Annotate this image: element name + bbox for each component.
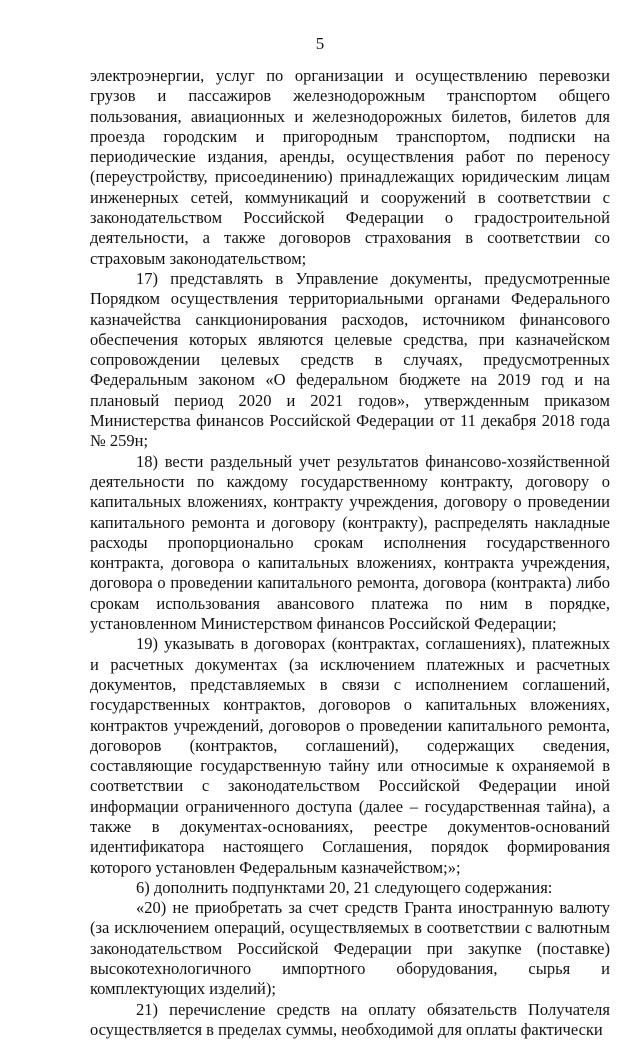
paragraph-continuation: электроэнергии, услуг по организации и осуществлению перевозки грузов и пассажиров железнодорожным транспортом общего пользования, авиационных и железнодорожных билетов, билетов для проезда городским и пригородным транспортом, подписки на периодические издания, аренды, осуществления работ по переносу (переустройству, присоединению) принадлежащих юридическим лицам инженерных сетей, коммуникаций и сооружений в соответствии с законодательством Российской Федерации о градостроительной деятельности, а также договоров страхования в соответствии со страховым законодательством;: [90, 66, 610, 268]
paragraph-amendment-6: 6) дополнить подпунктами 20, 21 следующего содержания:: [136, 877, 553, 897]
paragraph-item-19: 19) указывать в договорах (контрактах, соглашениях), платежных и расчетных документах (за исключением платежных и расчетных документов, представляемых в связи с исполнением соглашений, государственных контрактов, договоров о капитальных вложениях, контрактов учреждений, договоров о проведении капитального ремонта, договоров (контрактов, соглашений), содержащих сведения, составляющие государственную тайну или относимые к охраняемой в соответствии с законодательством Российской Федерации иной информации ограниченного доступа (далее – государственная тайна), а также в документах-основаниях, реестре документов-оснований идентификатора настоящего Соглашения, порядок формирования которого установлен Федеральным казначейством;»;: [90, 634, 610, 877]
page-number: 5: [315, 34, 325, 53]
paragraph-item-18: 18) вести раздельный учет результатов финансово-хозяйственной деятельности по каждому государственному контракту, договору о капитальных вложениях, контракту учреждения, договору о проведении капитального ремонта и договору (контракту), распределять накладные расходы пропорционально срокам исполнения государственного контракта, договора о капитальных вложениях, контракта учреждения, договора о проведении капитального ремонта, договора (контракта) либо срокам использования авансового платежа по ним в порядке, установленном Министерством финансов Российской Федерации;: [90, 451, 610, 634]
paragraph-item-20: «20) не приобретать за счет средств Гранта иностранную валюту (за исключением операций, осуществляемых в соответствии с валютным законодательством Российской Федерации при закупке (поставке) высокотехнологичного импортного оборудования, сырья и комплектующих изделий);: [90, 898, 610, 999]
document-body: [90, 66, 610, 1040]
paragraph-item-17: 17) представлять в Управление документы, предусмотренные Порядком осуществления территориальными органами Федерального казначейства санкционирования расходов, источником финансового обеспечения которых являются целевые средства, при казначейском сопровождении целевых средств в случаях, предусмотренных Федеральным законом «О федеральном бюджете на 2019 год и на плановый период 2020 и 2021 годов», утвержденным приказом Министерства финансов Российской Федерации от 11 декабря 2018 года № 259н;: [90, 268, 610, 451]
paragraph-item-21: 21) перечисление средств на оплату обязательств Получателя осуществляется в пределах суммы, необходимой для оплаты фактически: [90, 999, 610, 1039]
